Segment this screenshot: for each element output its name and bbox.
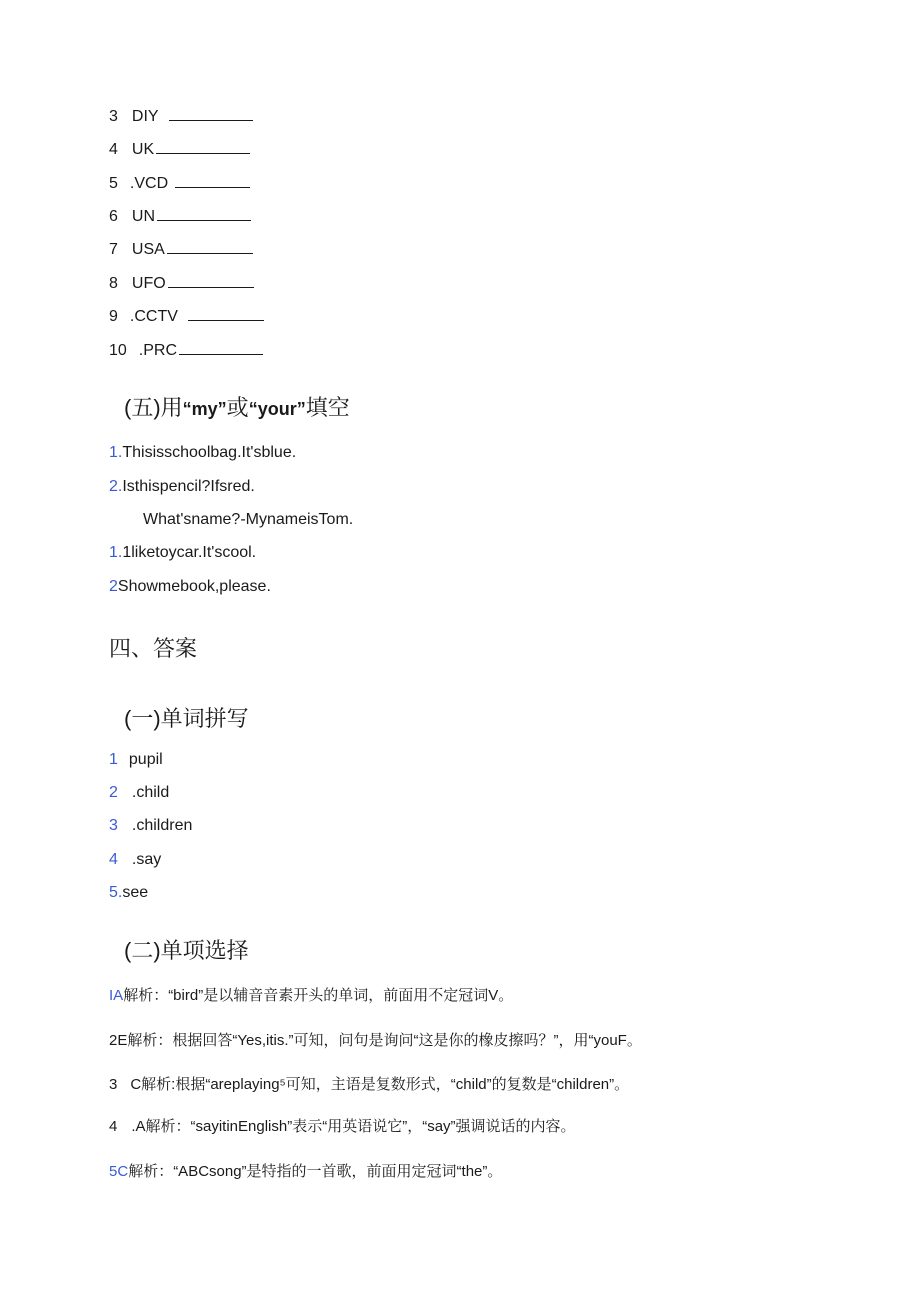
list-item: What'sname?-MynameisTom. xyxy=(143,511,354,528)
answer-item: 3 C解析:根据“areplaying⁵可知，主语是复数形式，“child”的复数是“children”。 xyxy=(109,1076,630,1093)
answer-blank[interactable] xyxy=(168,273,254,288)
section-title: 四、答案 xyxy=(109,636,198,661)
list-item: 6 UN xyxy=(109,206,251,227)
part-heading: (一)单词拼写 xyxy=(124,706,249,731)
answer-item: IA解析：“bird”是以辅音音素开头的单词，前面用不定冠词V。 xyxy=(109,987,514,1004)
answer-blank[interactable] xyxy=(188,306,264,321)
answer-item: 5.see xyxy=(109,884,149,901)
answer-item: 2 .child xyxy=(109,784,170,801)
answer-blank[interactable] xyxy=(156,139,250,154)
answer-item: 5C解析：“ABCsong”是特指的一首歌，前面用定冠词“the”。 xyxy=(109,1163,503,1180)
answer-item: 4 .say xyxy=(109,851,162,868)
list-item: 1.Thisisschoolbag.It'sblue. xyxy=(109,444,297,461)
answer-item: 4 .A解析：“sayitinEnglish”表示“用英语说它”，“say”强调说话的内容。 xyxy=(109,1118,576,1135)
list-item: 5 .VCD xyxy=(109,173,250,194)
answer-blank[interactable] xyxy=(179,340,263,355)
answer-blank[interactable] xyxy=(175,173,250,188)
answer-item: 3 .children xyxy=(109,817,193,834)
list-item: 2.Isthispencil?Ifsred. xyxy=(109,478,255,495)
section-heading: (五)用“my”或“your”填空 xyxy=(124,395,350,420)
list-item: 2Showmebook,please. xyxy=(109,578,271,595)
answer-blank[interactable] xyxy=(157,206,251,221)
list-item: 10 .PRC xyxy=(109,340,263,361)
answer-blank[interactable] xyxy=(169,106,253,121)
list-item: 9 .CCTV xyxy=(109,306,264,327)
list-item: 3 DIY xyxy=(109,106,253,127)
part-heading: (二)单项选择 xyxy=(124,938,249,963)
answer-item: 1 pupil xyxy=(109,751,163,768)
answer-item: 2E解析：根据回答“Yes,itis.”可知，问句是询问“这是你的橡皮擦吗？”，用“youF。 xyxy=(109,1032,642,1049)
list-item: 1.1liketoycar.It'scool. xyxy=(109,544,257,561)
list-item: 7 USA xyxy=(109,239,253,260)
list-item: 4 UK xyxy=(109,139,250,160)
answer-blank[interactable] xyxy=(167,239,253,254)
list-item: 8 UFO xyxy=(109,273,254,294)
